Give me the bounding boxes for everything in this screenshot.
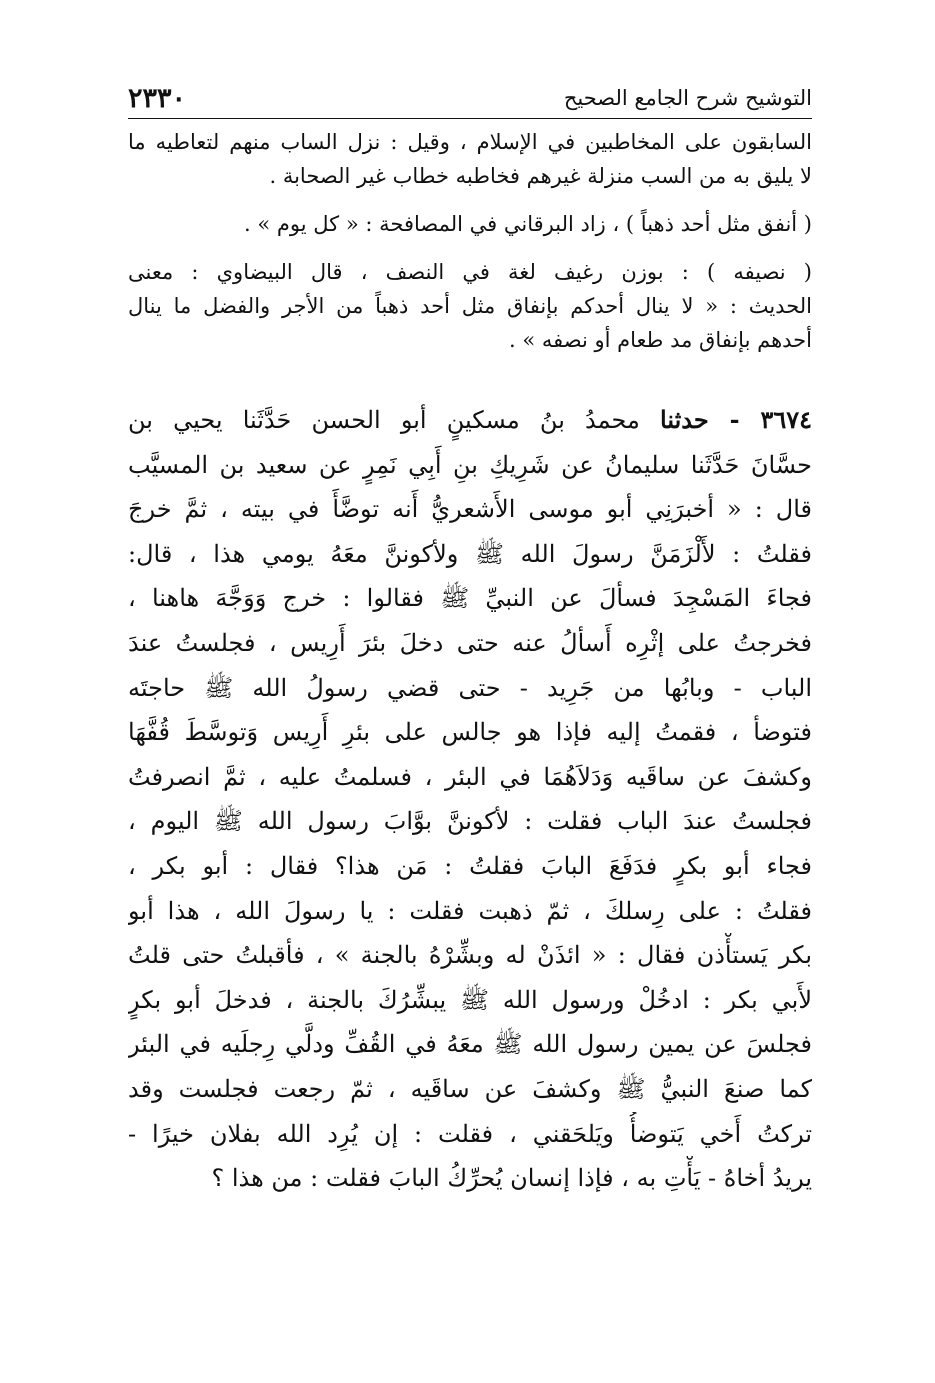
hadith-line: وكشفَ عن ساقَيه وَدَلاَهُمَا في البئر ، فسلمتُ عليه ، ثمَّ انصرفتُ: [128, 762, 812, 791]
hadith-line: فقلتُ : لأَلْزَمَنَّ رسولَ الله ﷺ ولأكوننَّ معَهُ يومي هذا ، قال:: [128, 539, 812, 568]
hadith-line: الباب - وبابُها من جَرِيد - حتى قضي رسولُ الله ﷺ حاجتَه: [128, 673, 812, 702]
running-title: التوشيح شرح الجامع الصحيح: [563, 86, 812, 110]
hadith-line: فخرجتُ على إثْرِه أَسألُ عنه حتى دخلَ بئرَ أَرِيس ، فجلستُ عندَ: [128, 628, 812, 657]
hadith-line: بكر يَستأْذن فقال : « ائذَنْ له وبشِّرْهُ بالجنة » ، فأقبلتُ حتى قلتُ: [128, 941, 812, 970]
hadith-line: يريدُ أخاهُ - يَأْتِ به ، فإذا إنسان يُحرِّكُ البابَ فقلت : من هذا ؟: [211, 1164, 812, 1193]
hadith-line: فجلستُ عندَ الباب فقلت : لأكوننَّ بوَّابَ رسول الله ﷺ اليوم ،: [128, 807, 812, 836]
commentary-line: الحديث : « لا ينال أحدكم بإنفاق مثل أحد ذهباً من الأجر والفضل ما ينال: [128, 294, 812, 318]
hadith-line: فجاءَ المَسْجِدَ فسألَ عن النبيِّ ﷺ فقالوا : خرج وَوَجَّهَ هاهنا ،: [128, 584, 812, 613]
commentary-line: لا يليق به من السب منزلة غيرهم فخاطبه خطاب غير الصحابة .: [269, 164, 812, 188]
hadith-block: [128, 398, 812, 1201]
hadith-line: كما صنعَ النبيُّ ﷺ وكشفَ عن ساقَيه ، ثمّ رجعت فجلست وقد: [128, 1074, 812, 1103]
hadith-line: لأَبي بكر : ادخُلْ ورسول الله ﷺ يبشِّرُكَ بالجنة ، فدخلَ أبو بكرٍ: [128, 985, 812, 1014]
commentary-line: ( نصيفه ) : بوزن رغيف لغة في النصف ، قال البيضاوي : معنى: [128, 260, 812, 284]
commentary-block: [128, 125, 812, 357]
commentary-line: ( أنفق مثل أحد ذهباً ) ، زاد البرقاني في المصافحة : « كل يوم » .: [244, 212, 812, 236]
hadith-line: محمدُ بنُ مسكينٍ أبو الحسن حَدَّثَنا يحيي بن: [128, 406, 640, 434]
hadith-line: حسَّانَ حَدَّثَنا سليمانُ عن شَرِيكِ بنِ أَبِي نَمِرٍ عن سعيد بن المسيَّب: [128, 450, 812, 479]
hadith-number: ٣٦٧٤ - حدثنا: [660, 405, 812, 434]
hadith-line: فتوضأ ، فقمتُ إليه فإذا هو جالس على بئرِ أَرِيس وَتوسَّطَ قُفَّهَا: [128, 718, 812, 747]
hadith-line: فقلتُ : على رِسلكَ ، ثمّ ذهبت فقلت : يا رسولَ الله ، هذا أبو: [128, 896, 812, 925]
hadith-line: فجاء أبو بكرٍ فدَفَعَ البابَ فقلتُ : مَن هذا؟ فقال : أبو بكر ،: [128, 851, 812, 880]
hadith-line: فجلسَ عن يمين رسول الله ﷺ معَهُ في القُفِّ ودلَّي رِجلَيه في البئر: [128, 1030, 812, 1059]
page-header: [128, 78, 812, 119]
hadith-line: تركتُ أَخي يَتوضأُ ويَلحَقني ، فقلت : إن يُرِد الله بفلان خيرًا -: [128, 1119, 812, 1148]
commentary-line: السابقون على المخاطبين في الإسلام ، وقيل : نزل الساب منهم لتعاطيه ما: [128, 130, 812, 154]
page-number: ٢٣٣٠: [128, 82, 187, 114]
hadith-line: قال : « أخبرَنِي أبو موسى الأَشعريُّ أَنه توضَّأَ في بيته ، ثمَّ خرجَ: [128, 495, 812, 524]
hadith-first-line: [128, 398, 812, 443]
commentary-line: أحدهم بإنفاق مد طعام أو نصفه » .: [509, 328, 812, 352]
